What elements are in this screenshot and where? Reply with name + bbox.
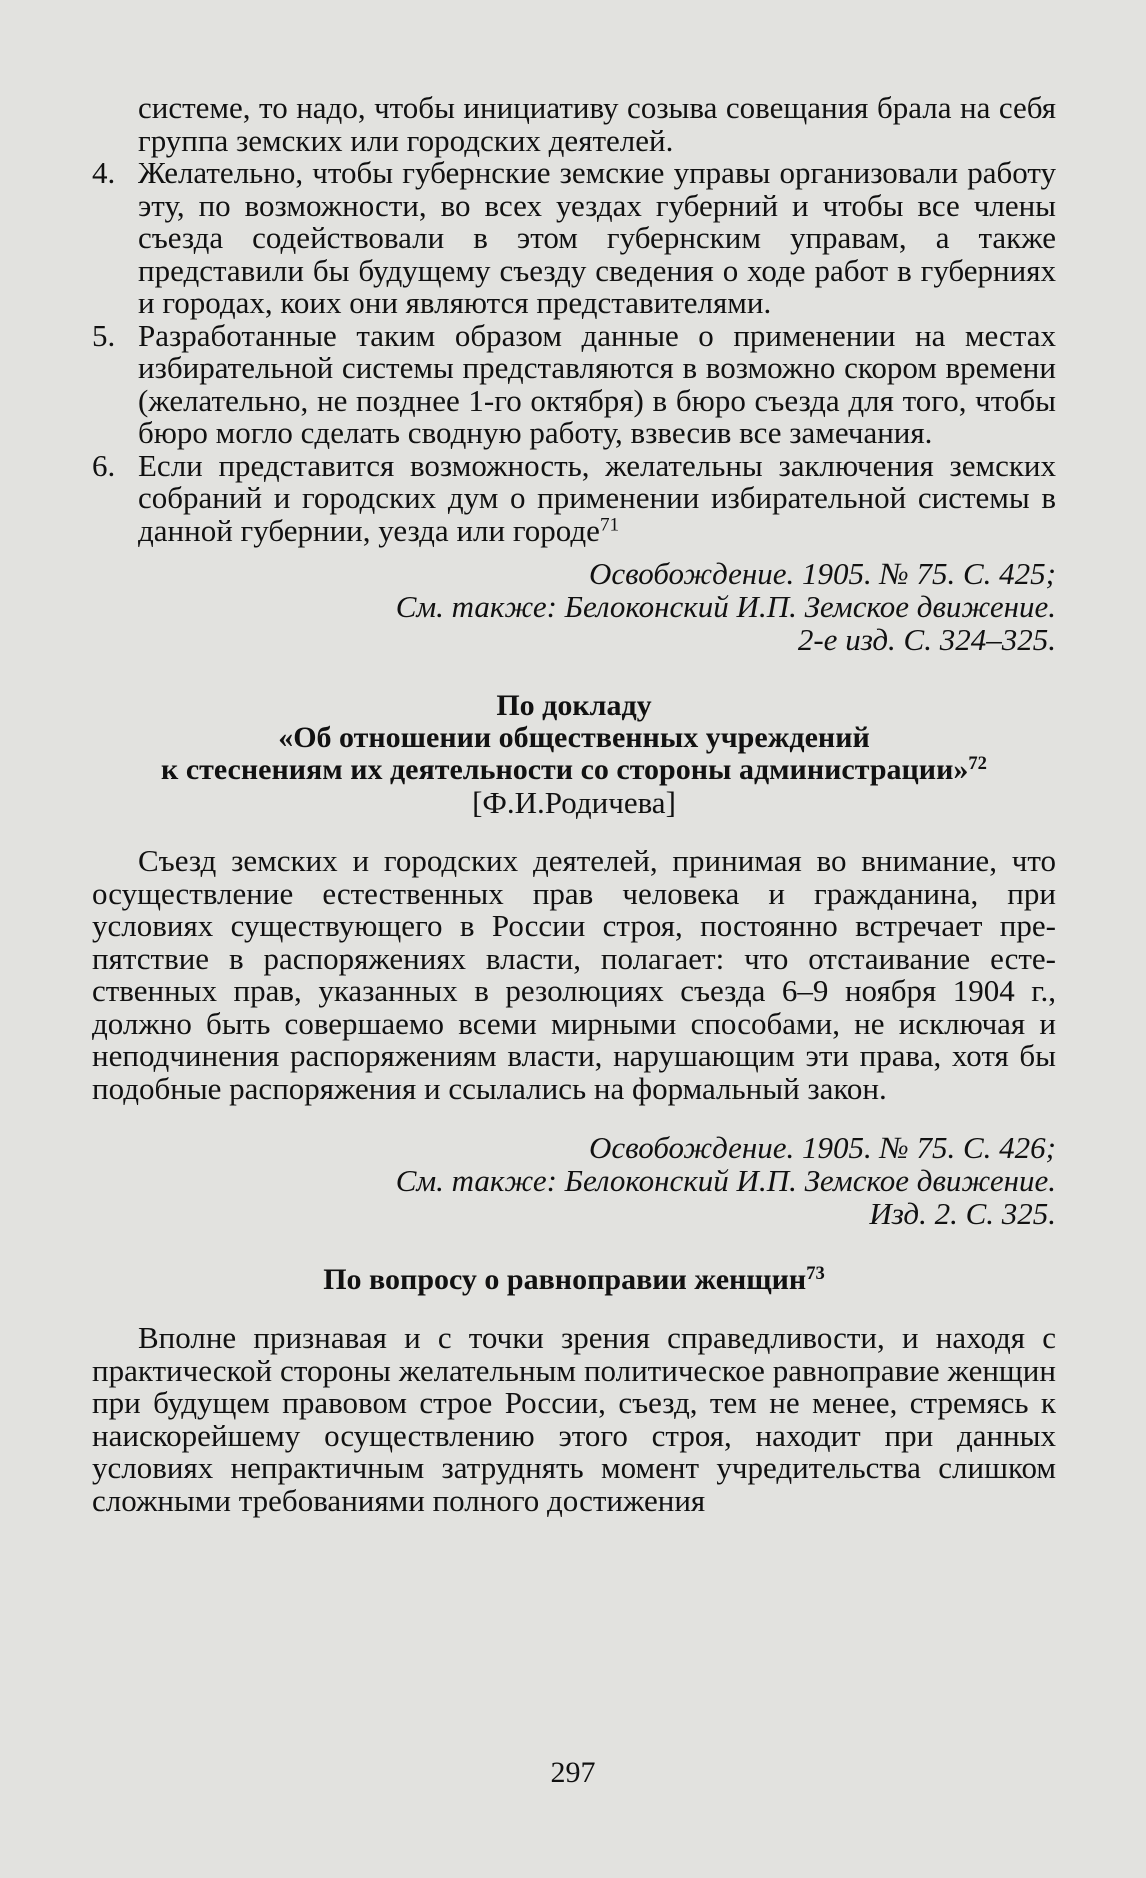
heading-line: к стеснениям их деятельности со стороны администрации» xyxy=(161,753,969,786)
heading-line: По вопросу о равноправии женщин xyxy=(323,1263,807,1296)
list-item-6 xyxy=(92,447,1056,548)
heading-line: По докладу xyxy=(496,689,652,722)
source-citation xyxy=(92,557,1056,656)
section-body: Вполне признавая и с точки зрения справедливости, и находя с практической стороны желательным политическое равноправие женщин при будущем правовом строе России, съезд, тем не менее, стремясь к наискорейшему осуществлению этого строя, находит при данных условиях непрактичным затруднять момент учредительства слишком сложными требованиями полного достижения xyxy=(92,1320,1056,1518)
section-heading xyxy=(92,690,1056,786)
source-line: Освобождение. 1905. № 75. С. 425; xyxy=(589,556,1056,591)
footnote-ref: 73 xyxy=(806,1262,825,1284)
source-line: 2-е изд. С. 324–325. xyxy=(797,622,1056,657)
footnote-ref: 72 xyxy=(968,752,987,774)
source-line: См. также: Белоконский И.П. Земское движение. xyxy=(395,1163,1056,1198)
list-item-continuation xyxy=(92,92,1056,157)
source-line: Изд. 2. С. 325. xyxy=(869,1196,1056,1231)
list-item-text: Разработанные таким образом данные о применении на местах избирательной системы представляются в возможно скором времени (желательно, не позднее 1-го октября) в бюро съезда для того, чтобы бюро могло сделать сводную работу, взвесив все замечания. xyxy=(138,317,1056,450)
list-item-4 xyxy=(92,157,1056,320)
footnote-ref: 71 xyxy=(599,513,620,535)
list-item-text: Желательно, чтобы губернские земские управы организовали работу эту, по возможности, во всех уездах губерний и чтобы все члены съезда содействовали в этом губернским управам, а также представили бы будущему съезду сведения о ходе работ в губерниях и городах, коих они являются представителями. xyxy=(138,155,1056,320)
source-citation xyxy=(92,1131,1056,1230)
list-item-text: системе, то надо, чтобы инициативу созыва совещания брала на себя группа земских или городских деятелей. xyxy=(138,90,1056,158)
list-item-number: 6. xyxy=(92,447,116,483)
list-item-number: 4. xyxy=(92,155,116,190)
list-item-number: 5. xyxy=(92,317,116,353)
list-item-5 xyxy=(92,317,1056,450)
heading-line-with-ref xyxy=(92,754,1056,786)
page-number: 297 xyxy=(550,1756,596,1789)
section-heading xyxy=(92,1264,1056,1296)
section-author: [Ф.И.Родичева] xyxy=(472,785,676,820)
heading-line: «Об отношении общественных учреждений xyxy=(278,721,870,754)
source-line: См. также: Белоконский И.П. Земское движение. xyxy=(395,589,1056,624)
source-line: Освобождение. 1905. № 75. С. 426; xyxy=(589,1130,1056,1165)
resolution-list xyxy=(92,92,1056,547)
list-item-text: Если представится возможность, желательны заключения земских собраний и городских дум о применении избирательной системы в данной губернии, уезда или городе xyxy=(138,447,1056,548)
section-body: Съезд земских и городских деятелей, принимая во внимание, что осуществление естественных прав человека и гражданина, при условиях существующего в России строя, постоянно встречает препятствие в распоряжениях власти, полагает: что отстаивание естественных прав, указанных в резолюциях съезда 6–9 ноября 1904 г., должно быть совершаемо всеми мирными способами, не исключая и неподчинения распоряжениям власти, нарушающим эти права, хотя бы подобные распоряжения и ссылались на формальный закон. xyxy=(92,843,1056,1106)
